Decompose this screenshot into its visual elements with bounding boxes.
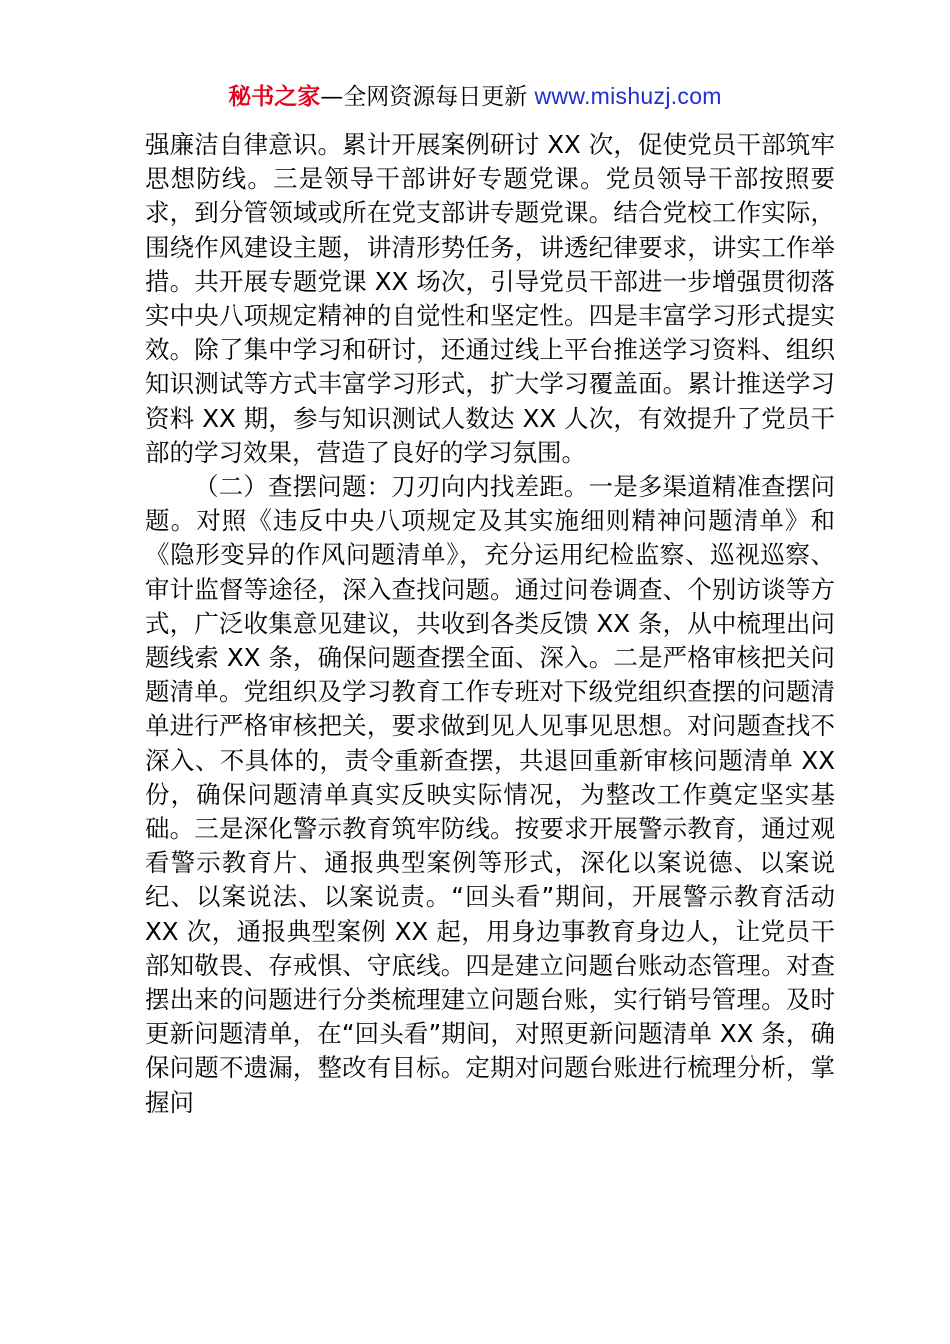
paragraph-section-two: （二）查摆问题：刀刃向内找差距。一是多渠道精准查摆问题。对照《违反中央八项规定及其实施细则精神问题清单》和《隐形变异的作风问题清单》，充分运用纪检监察、巡视巡察、审计监督等途径，深入查找问题。通过问卷调查、个别访谈等方式，广泛收集意见建议，共收到各类反馈 XX 条，从中梳理出问题线索 XX 条，确保问题查摆全面、深入。二是严格审核把关问题清单。党组织及学习教育工作专班对下级党组织查摆的问题清单进行严格审核把关，要求做到见人见事见思想。对问题查找不深入、不具体的，责令重新查摆，共退回重新审核问题清单 XX 份，确保问题清单真实反映实际情况，为整改工作奠定坚实基础。三是深化警示教育筑牢防线。按要求开展警示教育，通过观看警示教育片、通报典型案例等形式，深化以案说德、以案说纪、以案说法、以案说责。“回头看”期间，开展警示教育活动 XX 次，通报典型案例 XX 起，用身边事教育身边人，让党员干部知敬畏、存戒惧、守底线。四是建立问题台账动态管理。对查摆出来的问题进行分类梳理建立问题台账，实行销号管理。及时更新问题清单，在“回头看”期间，对照更新问题清单 XX 条，确保问题不遗漏，整改有目标。定期对问题台账进行梳理分析，掌握问 — [145, 472, 835, 1117]
paragraph-continuation: 强廉洁自律意识。累计开展案例研讨 XX 次，促使党员干部筑牢思想防线。三是领导干部讲好专题党课。党员领导干部按照要求，到分管领域或所在党支部讲专题党课。结合党校工作实际，围绕作风建设主题，讲清形势任务，讲透纪律要求，讲实工作举措。共开展专题党课 XX 场次，引导党员干部进一步增强贯彻落实中央八项规定精神的自觉性和坚定性。四是丰富学习形式提实效。除了集中学习和研讨，还通过线上平台推送学习资料、组织知识测试等方式丰富学习形式，扩大学习覆盖面。累计推送学习资料 XX 期，参与知识测试人数达 XX 人次，有效提升了党员干部的学习效果，营造了良好的学习氛围。 — [145, 130, 835, 467]
page-header — [0, 78, 950, 115]
brand-name: 秘书之家 — [228, 84, 321, 110]
document-body — [145, 128, 835, 1120]
header-tagline: —全网资源每日更新 — [320, 84, 528, 110]
website-link[interactable]: www.mishuzj.com — [534, 83, 722, 109]
